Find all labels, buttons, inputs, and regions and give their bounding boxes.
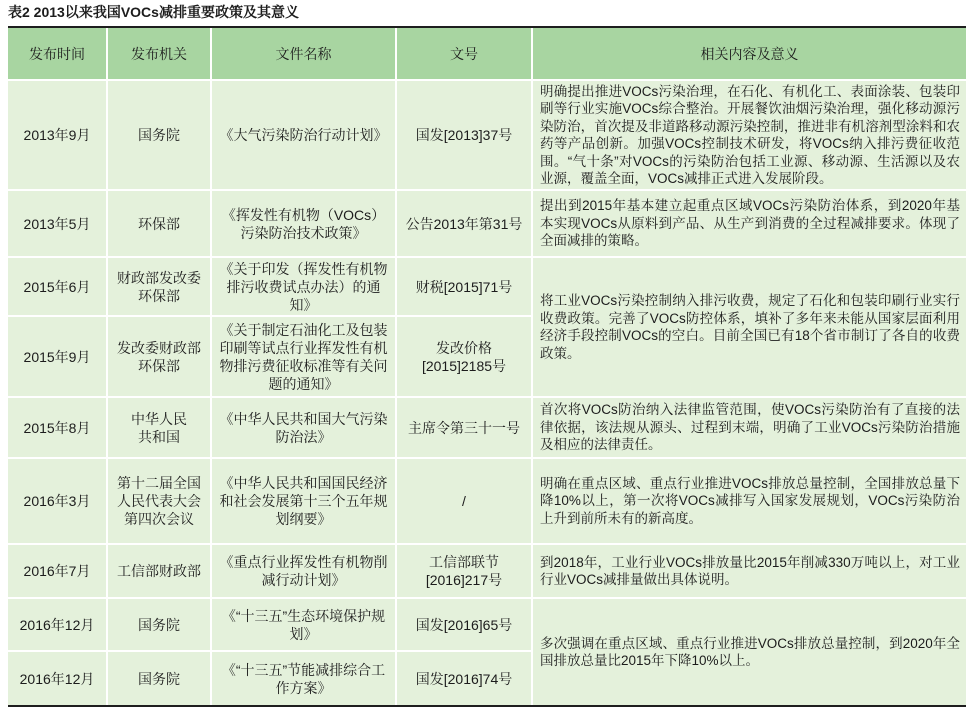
header-agency: 发布机关 <box>108 28 212 81</box>
cell-number: 国发[2013]37号 <box>397 81 533 191</box>
cell-number: 主席令第三十一号 <box>397 398 533 459</box>
table-row <box>8 191 966 258</box>
table-caption: 表2 2013以来我国VOCs减排重要政策及其意义 <box>8 4 299 20</box>
cell-agency: 第十二届全国人民代表大会第四次会议 <box>108 459 212 545</box>
cell-date: 2015年6月 <box>8 258 108 317</box>
policy-table-container <box>8 26 966 707</box>
cell-agency: 工信部财政部 <box>108 545 212 599</box>
cell-agency-text: 中华人民共和国 <box>131 410 187 445</box>
header-date: 发布时间 <box>8 28 108 81</box>
cell-agency: 发改委财政部环保部 <box>108 317 212 398</box>
table-row <box>8 459 966 545</box>
cell-number: 财税[2015]71号 <box>397 258 533 317</box>
cell-number: 国发[2016]65号 <box>397 599 533 652</box>
cell-number: 国发[2016]74号 <box>397 652 533 705</box>
cell-agency <box>108 398 212 459</box>
header-number: 文号 <box>397 28 533 81</box>
cell-agency: 国务院 <box>108 652 212 705</box>
cell-date: 2016年12月 <box>8 599 108 652</box>
cell-agency: 财政部发改委环保部 <box>108 258 212 317</box>
cell-content: 首次将VOCs防治纳入法律监管范围，使VOCs污染防治有了直接的法律依据，该法规从源头、过程到末端，明确了工业VOCs污染防治措施及相应的法律责任。 <box>533 398 966 459</box>
cell-date: 2015年9月 <box>8 317 108 398</box>
table-row <box>8 258 966 317</box>
cell-document: 《关于制定石油化工及包装印刷等试点行业挥发性有机物排污费征收标准等有关问题的通知》 <box>212 317 397 398</box>
cell-agency: 国务院 <box>108 599 212 652</box>
cell-document: 《“十三五”生态环境保护规划》 <box>212 599 397 652</box>
table-row <box>8 545 966 599</box>
cell-content: 明确提出推进VOCs污染治理，在石化、有机化工、表面涂装、包装印刷等行业实施VOCs综合整治。开展餐饮油烟污染治理，强化移动源污染防治，首次提及非道路移动源污染控制，推进非有机溶剂型涂料和农药等产品创新。加强VOCs控制技术研发，将VOCs纳入排污费征收范围。“气十条”对VOCs的污染防治包括工业源、移动源、生活源以及农业源，覆盖全面，VOCs减排正式进入发展阶段。 <box>533 81 966 191</box>
cell-number: / <box>397 459 533 545</box>
header-content: 相关内容及意义 <box>533 28 966 81</box>
cell-number <box>397 545 533 599</box>
cell-document: 《大气污染防治行动计划》 <box>212 81 397 191</box>
cell-number: 公告2013年第31号 <box>397 191 533 258</box>
cell-content: 明确在重点区域、重点行业推进VOCs排放总量控制，全国排放总量下降10%以上，第一次将VOCs减排写入国家发展规划，VOCs污染防治上升到前所未有的新高度。 <box>533 459 966 545</box>
cell-date: 2015年8月 <box>8 398 108 459</box>
header-row <box>8 28 966 81</box>
cell-document: 《中华人民共和国大气污染防治法》 <box>212 398 397 459</box>
table-row <box>8 599 966 652</box>
cell-content-merged: 多次强调在重点区域、重点行业推进VOCs排放总量控制，到2020年全国排放总量比2015年下降10%以上。 <box>533 599 966 705</box>
cell-document: 《重点行业挥发性有机物削减行动计划》 <box>212 545 397 599</box>
cell-content: 提出到2015年基本建立起重点区域VOCs污染防治体系，到2020年基本实现VOCs从原料到产品、从生产到消费的全过程减排要求。体现了全面减排的策略。 <box>533 191 966 258</box>
cell-date: 2013年9月 <box>8 81 108 191</box>
cell-document: 《中华人民共和国国民经济和社会发展第十三个五年规划纲要》 <box>212 459 397 545</box>
table-row <box>8 81 966 191</box>
cell-content: 到2018年，工业行业VOCs排放量比2015年削减330万吨以上，对工业行业VOCs减排量做出具体说明。 <box>533 545 966 599</box>
cell-date: 2013年5月 <box>8 191 108 258</box>
cell-number-text: 发改价格[2015]2185号 <box>421 339 507 374</box>
cell-agency: 国务院 <box>108 81 212 191</box>
cell-document: 《挥发性有机物（VOCs）污染防治技术政策》 <box>212 191 397 258</box>
cell-document: 《关于印发（挥发性有机物排污收费试点办法）的通知》 <box>212 258 397 317</box>
cell-agency: 环保部 <box>108 191 212 258</box>
cell-document: 《“十三五”节能减排综合工作方案》 <box>212 652 397 705</box>
cell-date: 2016年3月 <box>8 459 108 545</box>
cell-content-merged: 将工业VOCs污染控制纳入排污收费，规定了石化和包装印刷行业实行收费政策。完善了VOCs防控体系，填补了多年来未能从国家层面利用经济手段控制VOCs的空白。目前全国已有18个省市制订了各自的收费政策。 <box>533 258 966 398</box>
cell-number <box>397 317 533 398</box>
cell-number-text: 工信部联节[2016]217号 <box>425 554 503 588</box>
cell-date: 2016年12月 <box>8 652 108 705</box>
table-row <box>8 398 966 459</box>
cell-date: 2016年7月 <box>8 545 108 599</box>
header-document: 文件名称 <box>212 28 397 81</box>
policy-table <box>8 28 966 705</box>
